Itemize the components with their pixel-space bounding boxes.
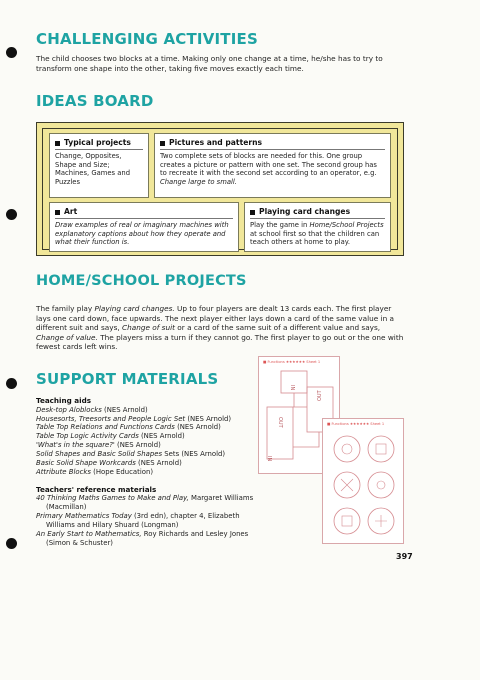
bullet-square-icon xyxy=(55,210,60,215)
teaching-aid-item: Solid Shapes and Basic Solid Shapes Sets (NES Arnold) xyxy=(36,450,226,459)
typical-projects-line: Shape and Size; xyxy=(55,160,110,169)
ideas-board-heading: IDEAS BOARD xyxy=(36,92,154,110)
typical-projects-line: Puzzles xyxy=(55,177,81,186)
in-arrow-icon xyxy=(262,452,282,472)
worksheet-header: ■ Functions ★★★★★★ Sheet 1 xyxy=(327,422,385,426)
out-label: OUT xyxy=(277,417,283,428)
teaching-aid-item: Table Top Logic Activity Cards (NES Arnold) xyxy=(36,432,185,441)
support-materials-list xyxy=(36,396,266,548)
out-label: OUT xyxy=(317,390,323,401)
reference-item-continued: Williams and Hilary Shuard (Longman) xyxy=(46,521,179,530)
typical-projects-title: Typical projects xyxy=(55,138,143,150)
ideas-board xyxy=(36,122,404,256)
worksheet-thumbnail-right xyxy=(322,418,404,544)
challenging-activities-text: The child chooses two blocks at a time. Making only one change at a time, he/she has to try to transform one shape into the other, taking five moves exactly each time. xyxy=(36,54,383,73)
home-school-heading: HOME/SCHOOL PROJECTS xyxy=(36,273,247,289)
teaching-aid-item: Housesorts, Treesorts and People Logic Set (NES Arnold) xyxy=(36,414,232,423)
home-school-text: The family play Playing card changes. Up to four players are dealt 13 cards each. The first player lays one card down, face upwards. The next player either lays down a card of the same value in a different suit and says, Change of suit or a card of the same suit of a different value and says, Change of value. The players miss a turn if they cannot go. The first player to go out or the one with fewest cards left wins. xyxy=(36,304,404,352)
typical-projects-line: Change, Opposites, xyxy=(55,152,122,160)
circle-grid-icon xyxy=(323,419,405,545)
pictures-patterns-card xyxy=(154,133,391,198)
reference-item: An Early Start to Mathematics, Roy Richards and Lesley Jones xyxy=(36,530,249,539)
punch-hole-icon xyxy=(6,538,17,549)
in-label: IN xyxy=(266,456,272,462)
teaching-aid-item: Attribute Blocks (Hope Education) xyxy=(36,467,154,476)
page-number: 397 xyxy=(396,552,413,561)
in-label: IN xyxy=(289,385,295,391)
teaching-aid-item: Table Top Relations and Functions Cards (NES Arnold) xyxy=(36,423,221,432)
worksheet-header: ■ Functions ★★★★★★ Sheet 1 xyxy=(263,360,321,364)
typical-projects-card xyxy=(49,133,149,198)
playing-card-changes-text: Play the game in Home/School Projects at school first so that the children can teach others at home to play. xyxy=(250,221,384,247)
art-card xyxy=(49,202,239,252)
art-text: Draw examples of real or imaginary machines with explanatory captions about how they operate and what their function is. xyxy=(55,221,229,247)
teaching-aids-heading: Teaching aids xyxy=(36,396,92,405)
challenging-activities-heading: CHALLENGING ACTIVITIES xyxy=(36,30,258,48)
teaching-aid-item: 'What's in the square?' (NES Arnold) xyxy=(36,441,161,450)
punch-hole-icon xyxy=(6,47,17,58)
pictures-patterns-text: Two complete sets of blocks are needed for this. One group creates a picture or pattern with one set. The second group has to recreate it with the second set according to an operator, e.g. Change large to small. xyxy=(160,152,377,186)
art-title: Art xyxy=(55,207,233,219)
reference-item-continued: (Macmillan) xyxy=(46,503,87,512)
playing-card-changes-title: Playing card changes xyxy=(250,207,385,219)
teachers-reference-heading: Teachers' reference materials xyxy=(36,484,157,494)
bullet-square-icon xyxy=(160,141,165,146)
typical-projects-line: Machines, Games and xyxy=(55,169,131,178)
bullet-square-icon xyxy=(55,141,60,146)
bullet-square-icon xyxy=(250,210,255,215)
reference-item-continued: (Simon & Schuster) xyxy=(46,538,113,547)
reference-item: 40 Thinking Maths Games to Make and Play, Margaret Williams xyxy=(36,494,254,503)
punch-hole-icon xyxy=(6,209,17,220)
reference-item: Primary Mathematics Today (3rd edn), chapter 4, Elizabeth xyxy=(36,512,240,521)
playing-card-changes-card xyxy=(244,202,391,252)
teaching-aid-item: Basic Solid Shape Workcards (NES Arnold) xyxy=(36,459,182,468)
teaching-aid-item: Desk-top Aloblocks (NES Arnold) xyxy=(36,405,148,414)
support-materials-heading: SUPPORT MATERIALS xyxy=(36,370,219,388)
pictures-patterns-title: Pictures and patterns xyxy=(160,138,385,150)
punch-hole-icon xyxy=(6,378,17,389)
